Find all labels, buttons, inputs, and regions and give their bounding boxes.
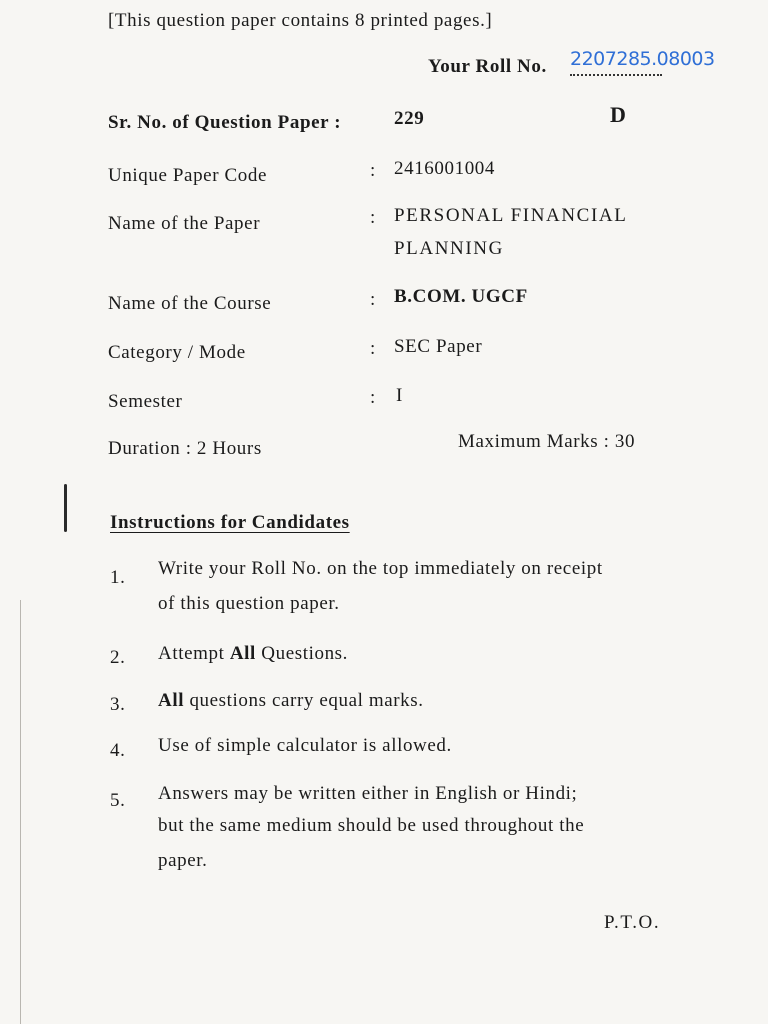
instruction-text: paper. xyxy=(158,850,208,871)
instruction-text: but the same medium should be used throughout the xyxy=(158,815,585,836)
sr-no-label: Sr. No. of Question Paper : xyxy=(108,112,342,133)
instruction-text-pre: Attempt xyxy=(158,643,230,664)
unique-paper-code-label: Unique Paper Code xyxy=(108,165,267,186)
binding-mark xyxy=(64,484,67,532)
pto-label: P.T.O. xyxy=(604,912,661,933)
course-name-label: Name of the Course xyxy=(108,293,272,314)
course-name-value: B.COM. UGCF xyxy=(394,286,528,307)
instruction-text xyxy=(158,643,348,665)
colon: : xyxy=(370,207,376,228)
instruction-number: 4. xyxy=(110,740,126,761)
roll-number-label: Your Roll No. xyxy=(428,56,547,77)
instruction-text: of this question paper. xyxy=(158,593,340,614)
instructions-heading: Instructions for Candidates xyxy=(110,512,350,533)
category-value: SEC Paper xyxy=(394,336,483,357)
roll-number-blank xyxy=(570,48,715,76)
unique-paper-code-value: 2416001004 xyxy=(394,158,495,179)
instruction-text-post: Questions. xyxy=(255,643,349,664)
page-edge-line xyxy=(20,600,21,1024)
set-letter: D xyxy=(610,102,626,127)
instruction-emphasis: All xyxy=(158,690,185,711)
instruction-text-post: questions carry equal marks. xyxy=(184,690,424,711)
instruction-number: 5. xyxy=(110,790,126,811)
maximum-marks: Maximum Marks : 30 xyxy=(458,431,636,452)
instruction-number: 3. xyxy=(110,694,126,715)
paper-name-label: Name of the Paper xyxy=(108,213,261,234)
paper-name-value-line1: PERSONAL FINANCIAL xyxy=(394,205,628,226)
instruction-number: 2. xyxy=(110,647,126,668)
duration: Duration : 2 Hours xyxy=(108,438,262,459)
instruction-text: Write your Roll No. on the top immediately on receipt xyxy=(158,558,603,579)
sr-no-value: 229 xyxy=(394,108,425,129)
pages-note: [This question paper contains 8 printed pages.] xyxy=(108,10,493,31)
instruction-text xyxy=(158,690,424,712)
colon: : xyxy=(370,289,376,310)
colon: : xyxy=(370,387,376,408)
colon: : xyxy=(370,338,376,359)
instruction-emphasis: All xyxy=(229,643,256,664)
colon: : xyxy=(370,160,376,181)
instruction-text: Answers may be written either in English or Hindi; xyxy=(158,783,578,804)
category-label: Category / Mode xyxy=(108,342,246,363)
semester-label: Semester xyxy=(108,391,183,412)
paper-name-value-line2: PLANNING xyxy=(394,238,504,259)
instruction-number: 1. xyxy=(110,567,126,588)
roll-number-handwritten: 2207285.08003 xyxy=(570,48,715,70)
semester-value: I xyxy=(396,385,403,406)
instruction-text: Use of simple calculator is allowed. xyxy=(158,735,452,756)
